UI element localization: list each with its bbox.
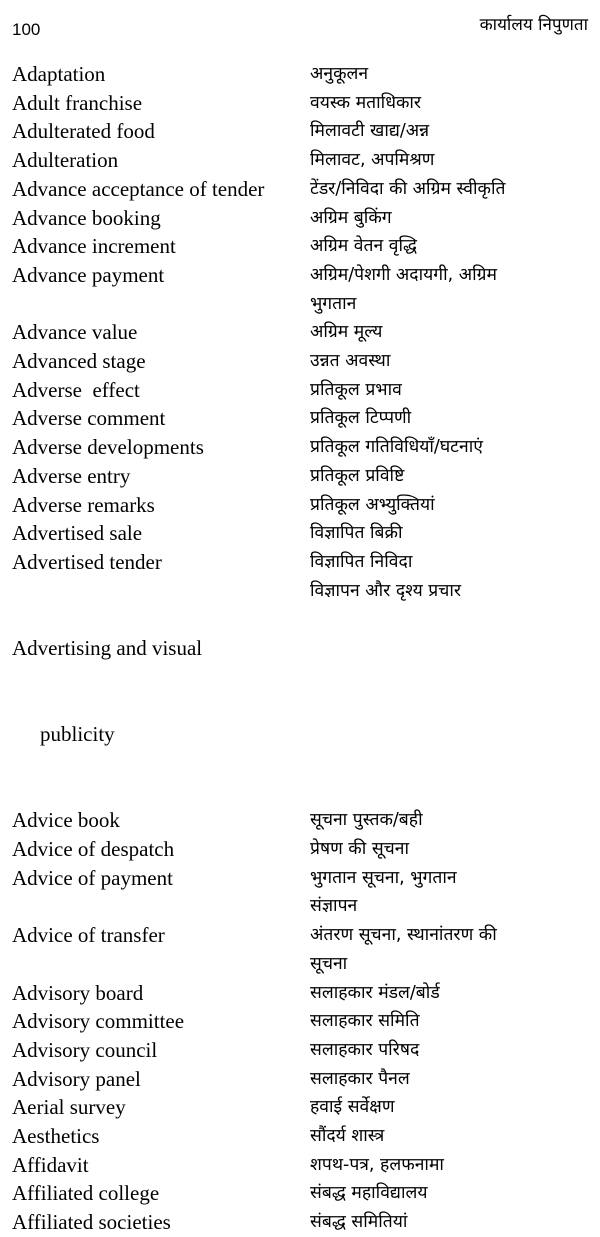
entry-translation: सलाहकार समिति [310,1011,420,1032]
entry-term: Advice of despatch [12,836,175,861]
entry-term-line: Advertising and visual [12,636,203,661]
entry-translation: सलाहकार मंडल/बोर्ड [310,982,440,1003]
page-number: 100 [12,20,41,39]
glossary-entry [12,835,594,864]
glossary-entry [12,117,594,146]
entry-translation-continuation: सूचना [310,953,348,974]
entry-term: Advance booking [12,205,161,230]
running-title: कार्यालय निपुणता [479,15,588,35]
glossary-entry [12,232,594,261]
glossary-list [12,60,594,1237]
entry-term: Adverse remarks [12,492,155,517]
entry-term: Aerial survey [12,1095,126,1120]
entry-term: Advice book [12,808,120,833]
entry-term: Affidavit [12,1152,89,1177]
entry-translation: विज्ञापित बिक्री [310,523,403,544]
entry-translation: प्रतिकूल प्रविष्टि [310,465,405,486]
entry-term: Adult franchise [12,90,143,115]
entry-translation: विज्ञापित निविदा [310,551,413,572]
entry-term: Advance increment [12,234,176,259]
glossary-entry [12,318,594,347]
entry-translation: विज्ञापन और दृश्य प्रचार [310,580,462,601]
entry-translation-continuation: संज्ञापन [310,896,358,917]
entry-term: Affiliated societies [12,1210,171,1235]
entry-term: Advice of payment [12,865,173,890]
entry-translation: प्रतिकूल गतिविधियाँ/घटनाएं [310,437,483,458]
entry-translation: मिलावट, अपमिश्रण [310,150,435,171]
entry-translation [310,261,594,318]
entry-term: Advertised sale [12,521,143,546]
glossary-entry [12,1065,594,1094]
entry-translation-continuation: भुगतान [310,293,357,314]
glossary-entry [12,89,594,118]
entry-translation [310,864,594,921]
entry-term: Advance acceptance of tender [12,176,265,201]
entry-translation: शपथ-पत्र, हलफनामा [310,1154,444,1175]
entry-term: Advertised tender [12,549,162,574]
entry-translation: सलाहकार पैनल [310,1068,410,1089]
entry-term: Advice of transfer [12,923,165,948]
entry-translation: प्रतिकूल टिप्पणी [310,408,412,429]
glossary-entry [12,1036,594,1065]
entry-translation: अग्रिम मूल्य [310,322,383,343]
entry-translation: सौंदर्य शास्त्र [310,1126,385,1147]
entry-translation: वयस्क मताधिकार [310,92,422,113]
entry-term: Advance value [12,320,138,345]
entry-translation-line: अग्रिम/पेशगी अदायगी, अग्रिम [310,264,498,285]
glossary-entry [12,1007,594,1036]
glossary-entry [12,1208,594,1237]
glossary-entry [12,175,594,204]
entry-translation: टेंडर/निविदा की अग्रिम स्वीकृति [310,178,506,199]
glossary-entry [12,462,594,491]
entry-term [12,261,310,290]
entry-term: Advanced stage [12,349,146,374]
entry-term: Adulterated food [12,119,155,144]
entry-term: Aesthetics [12,1124,100,1149]
entry-term: Adverse comment [12,406,166,431]
glossary-entry [12,491,594,520]
entry-translation: प्रतिकूल अभ्युक्तियां [310,494,435,515]
entry-term: Advisory board [12,980,144,1005]
glossary-entry [12,404,594,433]
glossary-entry [12,1093,594,1122]
entry-term: Advisory panel [12,1066,141,1091]
glossary-entry [12,204,594,233]
entry-translation: उन्नत अवस्था [310,351,391,372]
glossary-entry [12,577,594,807]
glossary-entry [12,261,594,318]
entry-term: Advisory committee [12,1009,185,1034]
entry-term: Adaptation [12,62,106,86]
entry-translation: अनुकूलन [310,64,369,84]
entry-translation: प्रेषण की सूचना [310,838,410,859]
glossary-entry [12,806,594,835]
glossary-entry [12,376,594,405]
glossary-entry [12,146,594,175]
entry-translation: संबद्ध समितियां [310,1212,408,1233]
entry-term: Adulteration [12,148,119,173]
glossary-entry [12,60,594,89]
glossary-entry [12,864,594,921]
entry-translation: प्रतिकूल प्रभाव [310,379,402,400]
entry-translation: हवाई सर्वेक्षण [310,1097,395,1118]
entry-term: Advisory council [12,1037,158,1062]
entry-term-continuation: publicity [40,722,115,747]
entry-translation-line: अंतरण सूचना, स्थानांतरण की [310,925,497,946]
entry-translation [310,921,594,978]
entry-translation-line: भुगतान सूचना, भुगतान [310,867,457,888]
entry-term: Adverse entry [12,463,131,488]
glossary-entry [12,1179,594,1208]
glossary-entry [12,548,594,577]
entry-translation: अग्रिम बुकिंग [310,207,392,228]
glossary-entry [12,433,594,462]
entry-term: Adverse effect [12,377,140,402]
glossary-entry [12,979,594,1008]
entry-term: Adverse developments [12,435,204,460]
page-header [0,0,600,52]
glossary-entry [12,1122,594,1151]
glossary-entry [12,347,594,376]
entry-term: Affiliated college [12,1181,160,1206]
glossary-entry [12,519,594,548]
entry-term-text: Advance payment [12,262,165,287]
entry-translation: मिलावटी खाद्य/अन्न [310,121,430,142]
entry-translation: सलाहकार परिषद [310,1039,420,1060]
entry-translation: अग्रिम वेतन वृद्धि [310,236,418,257]
entry-translation: सूचना पुस्तक/बही [310,810,423,831]
entry-translation: संबद्ध महाविद्यालय [310,1183,428,1204]
entry-term [12,577,310,807]
glossary-entry [12,921,594,978]
glossary-entry [12,1151,594,1180]
